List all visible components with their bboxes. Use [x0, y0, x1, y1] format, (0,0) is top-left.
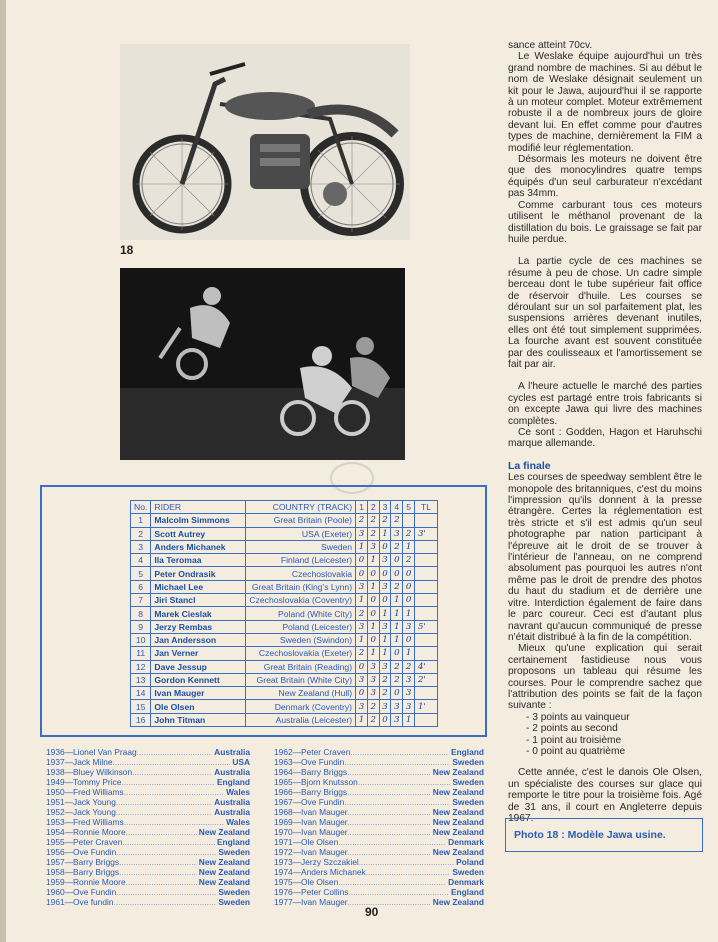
heat-score: 1 [403, 713, 415, 726]
champion-name: 1937—Jack Milne ..... [46, 757, 230, 767]
row-number: 3 [131, 540, 151, 553]
champion-name: 1938—Bluey Wilkinson ..... [46, 767, 212, 777]
heat-score: 2 [379, 673, 391, 686]
rider-name: Dave Jessup [151, 660, 246, 673]
total-score [414, 514, 437, 527]
champion-name: 1976—Peter Collins ..... [274, 887, 449, 897]
row-number: 1 [131, 514, 151, 527]
heat-score: 2 [403, 554, 415, 567]
article-paragraph: La partie cycle de ces machines se résume à peu de chose. Un cadre simple berceau dont le tube supérieur fait office de réservoir d'huile. Les courses se déroulant sur un sol parfaitement plat, les suspensions arrières devenant inutiles, elles ont été tout simplement supprimées. La fourche avant est souvent constituée par des coulisseaux et l'amortissement se fait par air. [508, 256, 702, 370]
champion-country: Sweden [452, 757, 484, 767]
heat-score [403, 514, 415, 527]
heat-score: 2 [367, 700, 379, 713]
article-paragraph: Désormais les moteurs ne doivent être que des monocylindres quatre temps équipés d'un seul carburateur n'excédant pas 34mm. [508, 154, 702, 200]
rider-country: Great Britain (King's Lynn) [246, 580, 356, 593]
heat-score: 1 [367, 554, 379, 567]
champion-name: 1971—Ole Olsen ..... [274, 837, 446, 847]
champion-name: 1972—Ivan Mauger ..... [274, 847, 431, 857]
heat-score: 0 [356, 554, 368, 567]
heat-score: 0 [403, 594, 415, 607]
champion-name: 1967—Ove Fundin ..... [274, 797, 450, 807]
rider-name: Jerzy Rembas [151, 620, 246, 633]
rider-country: Finland (Leicester) [246, 554, 356, 567]
champion-entry [46, 827, 250, 837]
champion-name: 1962—Peter Craven ..... [274, 747, 449, 757]
total-score [414, 633, 437, 646]
total-score [414, 567, 437, 580]
heat-score: 0 [379, 567, 391, 580]
table-row [131, 540, 438, 553]
article-paragraph: Le Weslake équipe aujourd'hui un très grand nombre de machines. Si au début le nom de Weslake désignait seulement un kit pour le Jawa, aujourd'hui il se rapporte à un moteur complet. Moteur extrêmement robuste il a de nombreux jours de gloire devant lui. En effet comme pour d'autres types de machine, dernièrement la FIM a modifié leur réglementation. [508, 51, 702, 154]
champion-entry [274, 897, 484, 907]
champion-country: Poland [456, 857, 484, 867]
total-score [414, 687, 437, 700]
heat-score: 2 [379, 514, 391, 527]
row-number: 16 [131, 713, 151, 726]
rider-name: Ila Teromaa [151, 554, 246, 567]
rider-name: Jiri Stancl [151, 594, 246, 607]
heat-score: 0 [379, 540, 391, 553]
champion-name: 1961—Ove fundin ..... [46, 897, 216, 907]
heat-score: 3 [379, 580, 391, 593]
rider-country: Sweden [246, 540, 356, 553]
heat-score: 3 [403, 700, 415, 713]
heat-score: 3 [379, 700, 391, 713]
rider-name: Jan Verner [151, 647, 246, 660]
champion-entry [46, 817, 250, 827]
champion-country: Australia [214, 767, 250, 777]
heat-score: 1 [356, 713, 368, 726]
champion-country: Sweden [452, 797, 484, 807]
champion-name: 1973—Jerzy Szczakiel ..... [274, 857, 454, 867]
heat-score: 1 [356, 633, 368, 646]
champion-name: 1955—Peter Craven ..... [46, 837, 215, 847]
table-row [131, 647, 438, 660]
heat-score: 2 [356, 647, 368, 660]
heat-score: 1 [356, 594, 368, 607]
heat-score: 2 [391, 514, 403, 527]
results-table [130, 500, 438, 727]
race-action-photo [120, 268, 405, 460]
rider-country: Czechoslovakia (Exeter) [246, 647, 356, 660]
jawa-motorcycle-illustration [120, 44, 410, 240]
rider-country: Czechoslovakia [246, 567, 356, 580]
champion-country: Sweden [218, 847, 250, 857]
champion-country: Australia [214, 797, 250, 807]
champion-entry [274, 857, 484, 867]
heat-score: 3 [379, 660, 391, 673]
total-score [414, 540, 437, 553]
heat-score: 2 [391, 540, 403, 553]
champion-country: Australia [214, 807, 250, 817]
article-paragraph: Les courses de speedway semblent être le monopole des britanniques, c'est du moins l'impression qu'ils donnent à la presse étrangère. Certes la réglementation est très stricte et s'il est admis qu'un seul photographe par nation participant à l'épreuve ait le droit de se trouver à l'intérieur de l'anneau, on ne comprend absolument pas pourquoi les autres n'ont même pas le droit de prendre des photos du haut du stadium et de derrière une vitre. Interdiction également de faire dans le parc coureur. Ceci est d'autant plus navrant qu'aucun communiqué de presse n'était distribué à la fin de la compétition. [508, 472, 702, 643]
heat-score: 2 [356, 607, 368, 620]
heat-score: 1 [379, 647, 391, 660]
total-score [414, 713, 437, 726]
heat-score: 0 [367, 594, 379, 607]
champion-entry [274, 757, 484, 767]
table-row [131, 567, 438, 580]
champion-name: 1964—Barry Briggs ..... [274, 767, 431, 777]
heat-score: 3 [391, 700, 403, 713]
heat-score: 0 [356, 687, 368, 700]
heat-score: 1 [356, 540, 368, 553]
champion-entry [274, 827, 484, 837]
champion-name: 1953—Fred Williams ..... [46, 817, 224, 827]
champion-entry [274, 747, 484, 757]
points-list [526, 712, 702, 758]
table-row [131, 660, 438, 673]
champion-name: 1969—Ivan Mauger ..... [274, 817, 431, 827]
heat-score: 3 [379, 620, 391, 633]
heat-score: 2 [391, 580, 403, 593]
champion-entry [46, 747, 250, 757]
heat-score: 0 [379, 594, 391, 607]
heat-score: 3 [356, 700, 368, 713]
heat-score: 2 [391, 673, 403, 686]
champion-country: New Zealand [432, 897, 484, 907]
article-paragraph: Mieux qu'une explication qui serait certainement fastidieuse nous vous proposons un tableau qui résume les courses. Pour le comprendre sachez que l'attribution des points se fait de la façon suivante : [508, 643, 702, 712]
champion-entry [274, 797, 484, 807]
total-score: 1' [414, 700, 437, 713]
rider-name: Michael Lee [151, 580, 246, 593]
heat-score: 0 [391, 647, 403, 660]
article-column [508, 40, 702, 835]
heat-score: 0 [356, 567, 368, 580]
total-score: 2' [414, 673, 437, 686]
heat-score: 1 [391, 620, 403, 633]
results-body [131, 514, 438, 727]
champion-entry [274, 787, 484, 797]
champion-entry [274, 807, 484, 817]
champion-country: USA [232, 757, 250, 767]
champion-name: 1965—Bjorn Knutsson ..... [274, 777, 450, 787]
champion-entry [46, 887, 250, 897]
champion-name: 1956—Ove Fundin ..... [46, 847, 216, 857]
rider-country: Great Britain (Reading) [246, 660, 356, 673]
table-row [131, 514, 438, 527]
champion-country: England [216, 777, 250, 787]
rider-name: Ole Olsen [151, 700, 246, 713]
champion-country: Denmark [448, 837, 484, 847]
champion-entry [46, 757, 250, 767]
header-heat-3: 3 [379, 501, 391, 514]
heat-score: 1 [403, 607, 415, 620]
heat-score: 3 [367, 687, 379, 700]
total-score: 5' [414, 620, 437, 633]
table-row [131, 673, 438, 686]
champion-entry [46, 867, 250, 877]
champion-country: New Zealand [198, 867, 250, 877]
header-no: No. [131, 501, 151, 514]
heat-score: 3 [403, 673, 415, 686]
header-heat-4: 4 [391, 501, 403, 514]
champion-entry [274, 847, 484, 857]
champion-name: 1957—Barry Briggs ..... [46, 857, 197, 867]
speedway-race-illustration [120, 268, 405, 460]
rider-country: New Zealand (Hull) [246, 687, 356, 700]
header-heat-1: 1 [356, 501, 368, 514]
champion-name: 1966—Barry Briggs ..... [274, 787, 431, 797]
heat-score: 3 [403, 687, 415, 700]
section-heading: La finale [508, 459, 551, 472]
champion-name: 1954—Ronnie Moore ..... [46, 827, 197, 837]
row-number: 14 [131, 687, 151, 700]
motorcycle-photo [120, 44, 410, 240]
table-row [131, 527, 438, 540]
rider-name: Peter Ondrasik [151, 567, 246, 580]
photo-number: 18 [120, 243, 134, 257]
rider-country: Sweden (Swindon) [246, 633, 356, 646]
photo-caption: Photo 18 : Modèle Jawa usine. [505, 818, 703, 852]
champion-country: Australia [214, 747, 250, 757]
heat-score: 2 [367, 514, 379, 527]
champion-entry [46, 897, 250, 907]
total-score: 3' [414, 527, 437, 540]
rider-country: Poland (Leicester) [246, 620, 356, 633]
champion-country: Sweden [218, 887, 250, 897]
champion-entry [46, 837, 250, 847]
champion-entry [46, 877, 250, 887]
heat-score: 3 [367, 540, 379, 553]
heat-score: 0 [367, 633, 379, 646]
total-score [414, 647, 437, 660]
champion-entry [46, 787, 250, 797]
champion-name: 1975—Ole Olsen ..... [274, 877, 446, 887]
row-number: 4 [131, 554, 151, 567]
heat-score: 2 [367, 527, 379, 540]
table-row [131, 713, 438, 726]
rider-country: USA (Exeter) [246, 527, 356, 540]
table-row [131, 633, 438, 646]
champion-name: 1977—Ivan Mauger ..... [274, 897, 431, 907]
row-number: 15 [131, 700, 151, 713]
champion-country: New Zealand [432, 827, 484, 837]
champion-entry [274, 887, 484, 897]
champion-name: 1968—Ivan Mauger ..... [274, 807, 431, 817]
total-score: 4' [414, 660, 437, 673]
table-header-row [131, 501, 438, 514]
heat-score: 0 [403, 633, 415, 646]
table-row [131, 594, 438, 607]
champion-entry [46, 857, 250, 867]
heat-score: 2 [403, 660, 415, 673]
heat-score: 0 [391, 554, 403, 567]
heat-score: 1 [391, 607, 403, 620]
article-paragraph: Ce sont : Godden, Hagon et Haruhschi marque allemande. [508, 427, 702, 450]
heat-score: 1 [403, 647, 415, 660]
row-number: 9 [131, 620, 151, 633]
row-number: 12 [131, 660, 151, 673]
champion-name: 1936—Lionel Van Praag ..... [46, 747, 212, 757]
rider-name: Ivan Mauger [151, 687, 246, 700]
champion-country: New Zealand [198, 857, 250, 867]
points-item: - 0 point au quatrième [526, 746, 702, 757]
heat-score: 3 [356, 620, 368, 633]
total-score [414, 594, 437, 607]
champion-entry [46, 807, 250, 817]
heat-score: 0 [403, 580, 415, 593]
heat-score: 2 [379, 687, 391, 700]
header-heat-5: 5 [403, 501, 415, 514]
row-number: 11 [131, 647, 151, 660]
rider-name: Malcolm Simmons [151, 514, 246, 527]
champion-entry [274, 877, 484, 887]
champions-list-right [274, 747, 484, 907]
row-number: 13 [131, 673, 151, 686]
heat-score: 0 [391, 687, 403, 700]
heat-score: 1 [391, 633, 403, 646]
total-score [414, 554, 437, 567]
champion-entry [274, 767, 484, 777]
champion-name: 1974—Anders Michanek ..... [274, 867, 450, 877]
rider-country: Denmark (Coventry) [246, 700, 356, 713]
champion-country: Denmark [448, 877, 484, 887]
champion-country: England [450, 887, 484, 897]
champion-country: New Zealand [432, 817, 484, 827]
heat-score: 1 [367, 580, 379, 593]
rider-country: Czechoslovakia (Coventry) [246, 594, 356, 607]
row-number: 7 [131, 594, 151, 607]
champion-entry [46, 767, 250, 777]
heat-score: 3 [356, 673, 368, 686]
heat-score: 2 [403, 527, 415, 540]
heat-score: 3 [391, 527, 403, 540]
heat-score: 3 [356, 527, 368, 540]
champion-entry [274, 837, 484, 847]
champion-entry [46, 777, 250, 787]
heat-score: 0 [356, 660, 368, 673]
heat-score: 2 [356, 514, 368, 527]
row-number: 2 [131, 527, 151, 540]
champions-list-left [46, 747, 250, 907]
champion-name: 1963—Ove Fundin ..... [274, 757, 450, 767]
heat-score: 0 [391, 567, 403, 580]
row-number: 5 [131, 567, 151, 580]
points-item: - 2 points au second [526, 723, 702, 734]
header-total: TL [414, 501, 437, 514]
total-score [414, 607, 437, 620]
champion-country: New Zealand [198, 827, 250, 837]
champion-name: 1970—Ivan Mauger ..... [274, 827, 431, 837]
champion-country: New Zealand [432, 807, 484, 817]
heat-score: 0 [379, 713, 391, 726]
champion-name: 1959—Ronnie Moore ..... [46, 877, 197, 887]
champion-name: 1949—Tommy Price ..... [46, 777, 215, 787]
rider-name: Jan Andersson [151, 633, 246, 646]
heat-score: 3 [367, 660, 379, 673]
heat-score: 0 [403, 567, 415, 580]
page-edge [0, 0, 6, 942]
heat-score: 3 [403, 620, 415, 633]
heat-score: 1 [367, 647, 379, 660]
heat-score: 0 [367, 607, 379, 620]
table-row [131, 607, 438, 620]
article-paragraph: A l'heure actuelle le marché des parties cycles est partagé entre trois fabricants si on excepte Jawa qui livre des machines complètes. [508, 381, 702, 427]
champion-name: 1951—Jack Young ..... [46, 797, 212, 807]
table-row [131, 700, 438, 713]
table-row [131, 580, 438, 593]
rider-country: Great Britain (White City) [246, 673, 356, 686]
champion-name: 1958—Barry Briggs ..... [46, 867, 197, 877]
heat-score: 0 [367, 567, 379, 580]
header-country: COUNTRY (TRACK) [246, 501, 356, 514]
champion-country: New Zealand [432, 787, 484, 797]
rider-name: Anders Michanek [151, 540, 246, 553]
champion-entry [274, 867, 484, 877]
heat-score: 3 [356, 580, 368, 593]
table-row [131, 620, 438, 633]
header-rider: RIDER [151, 501, 246, 514]
champion-name: 1950—Fred Williams ..... [46, 787, 224, 797]
row-number: 10 [131, 633, 151, 646]
article-paragraph: sance atteint 70cv. [508, 40, 593, 51]
heat-score: 1 [391, 594, 403, 607]
champion-entry [274, 817, 484, 827]
champion-name: 1952—Jack Young ..... [46, 807, 212, 817]
rider-country: Poland (White City) [246, 607, 356, 620]
heat-score: 1 [379, 527, 391, 540]
rider-country: Great Britain (Poole) [246, 514, 356, 527]
heat-score: 1 [379, 607, 391, 620]
champion-entry [274, 777, 484, 787]
heat-score: 2 [391, 660, 403, 673]
champion-country: Wales [226, 787, 250, 797]
heat-score: 3 [391, 713, 403, 726]
champion-country: New Zealand [432, 767, 484, 777]
table-row [131, 687, 438, 700]
points-item: - 3 points au vainqueur [526, 712, 702, 723]
champion-country: New Zealand [198, 877, 250, 887]
rider-name: Marek Cieslak [151, 607, 246, 620]
heat-score: 3 [379, 554, 391, 567]
article-paragraph: Comme carburant tous ces moteurs utilisent le méthanol provenant de la distillation du bois. Le graissage se fait par huile perdue. [508, 199, 702, 245]
champion-entry [46, 847, 250, 857]
rider-name: John Titman [151, 713, 246, 726]
row-number: 8 [131, 607, 151, 620]
champion-country: England [450, 747, 484, 757]
champion-country: New Zealand [432, 847, 484, 857]
champion-country: Wales [226, 817, 250, 827]
heat-score: 1 [403, 540, 415, 553]
heat-score: 1 [379, 633, 391, 646]
champion-country: Sweden [218, 897, 250, 907]
rider-country: Australia (Leicester) [246, 713, 356, 726]
rider-name: Gordon Kennett [151, 673, 246, 686]
champion-country: England [216, 837, 250, 847]
champion-name: 1960—Ove Fundin ..... [46, 887, 216, 897]
page-number: 90 [365, 905, 379, 919]
heat-score: 3 [367, 673, 379, 686]
points-item: - 1 point au troisième [526, 735, 702, 746]
row-number: 6 [131, 580, 151, 593]
heat-score: 2 [367, 713, 379, 726]
header-heat-2: 2 [367, 501, 379, 514]
rider-name: Scott Autrey [151, 527, 246, 540]
heat-score: 1 [367, 620, 379, 633]
champion-country: Sweden [452, 867, 484, 877]
article-paragraph: Cette année, c'est le danois Ole Olsen, un spécialiste des courses sur glace qui remporte le titre pour la troisième fois. Agé de 31 ans, il court en Angleterre depuis 1967. [508, 767, 702, 824]
champion-entry [46, 797, 250, 807]
champion-country: Sweden [452, 777, 484, 787]
total-score [414, 580, 437, 593]
table-row [131, 554, 438, 567]
